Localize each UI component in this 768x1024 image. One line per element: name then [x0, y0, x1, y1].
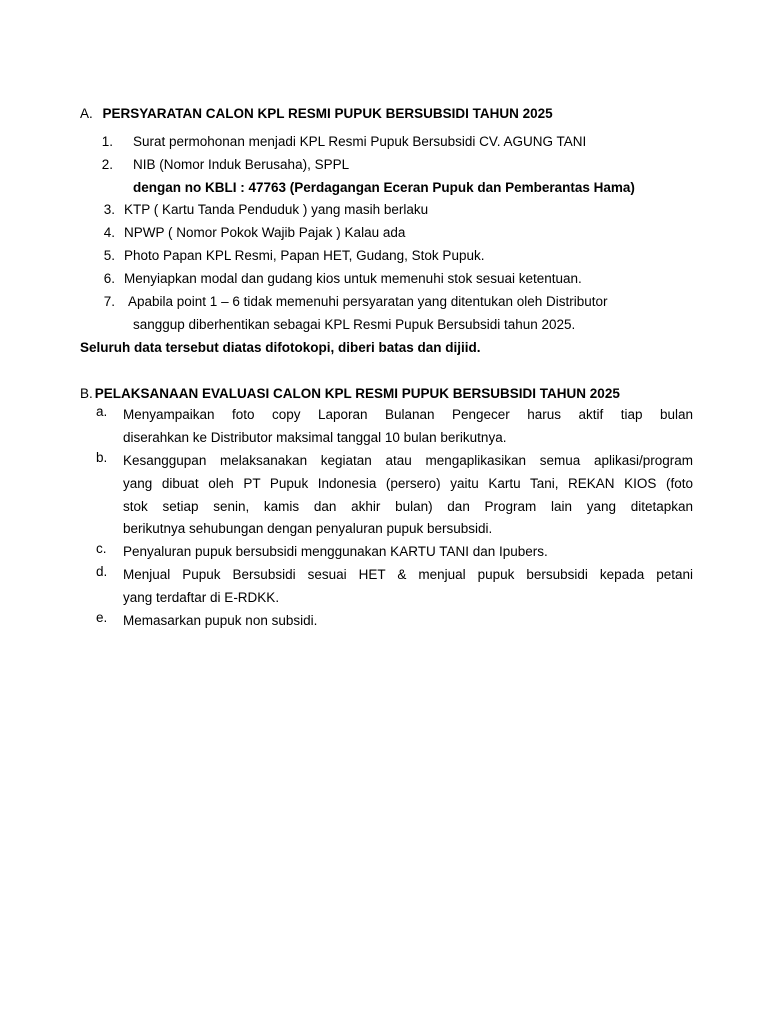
- evaluation-line: Menyampaikan foto copy Laporan Bulanan Pengecer harus aktif tiap bulan: [123, 407, 693, 422]
- requirement-number: 5.: [103, 248, 115, 263]
- requirement-item-7-continuation: sanggup diberhentikan sebagai KPL Resmi Pupuk Bersubsidi tahun 2025.: [133, 317, 576, 332]
- section-a-heading: [80, 104, 553, 124]
- requirement-number: 1.: [101, 134, 113, 149]
- evaluation-marker: a.: [96, 404, 108, 419]
- evaluation-line: Penyaluran pupuk bersubsidi menggunakan KARTU TANI dan Ipubers.: [123, 544, 548, 559]
- evaluation-text: [123, 541, 693, 564]
- evaluation-line: Menjual Pupuk Bersubsidi sesuai HET & menjual pupuk bersubsidi kepada petani: [123, 567, 693, 582]
- requirement-number: 2.: [101, 157, 113, 172]
- requirement-item-1: [0, 134, 768, 154]
- evaluation-text: [123, 450, 693, 541]
- evaluation-line: yang terdaftar di E-RDKK.: [123, 589, 280, 605]
- requirement-item-5: [0, 248, 768, 268]
- requirement-text: KTP ( Kartu Tanda Penduduk ) yang masih berlaku: [124, 202, 429, 217]
- section-b-marker: B.: [80, 386, 93, 401]
- requirement-text: Photo Papan KPL Resmi, Papan HET, Gudang, Stok Pupuk.: [124, 248, 485, 263]
- evaluation-text: [123, 404, 693, 450]
- requirement-item-7: [0, 294, 768, 314]
- requirement-item-4: [0, 225, 768, 245]
- kbli-note: dengan no KBLI : 47763 (Perdagangan Eceran Pupuk dan Pemberantas Hama): [133, 180, 635, 195]
- photocopy-note: Seluruh data tersebut diatas difotokopi, diberi batas dan dijiid.: [80, 340, 481, 355]
- evaluation-line: Kesanggupan melaksanakan kegiatan atau mengaplikasikan semua aplikasi/program: [123, 453, 693, 468]
- evaluation-text: [123, 610, 693, 633]
- requirement-text: Menyiapkan modal dan gudang kios untuk memenuhi stok sesuai ketentuan.: [124, 271, 582, 286]
- evaluation-marker: c.: [96, 541, 107, 556]
- requirement-item-3: [0, 202, 768, 222]
- evaluation-marker: d.: [96, 564, 108, 579]
- requirement-number: 3.: [103, 202, 115, 217]
- requirement-item-2: [0, 157, 768, 177]
- requirement-text: Apabila point 1 – 6 tidak memenuhi persyaratan yang ditentukan oleh Distributor: [128, 294, 608, 309]
- requirement-number: 6.: [103, 271, 115, 286]
- section-a-marker: A.: [80, 106, 93, 121]
- evaluation-marker: e.: [96, 610, 108, 625]
- requirement-item-6: [0, 271, 768, 291]
- requirement-number: 4.: [103, 225, 115, 240]
- section-b-title: PELAKSANAAN EVALUASI CALON KPL RESMI PUPUK BERSUBSIDI TAHUN 2025: [94, 386, 620, 401]
- requirement-text: NPWP ( Nomor Pokok Wajib Pajak ) Kalau ada: [124, 225, 406, 240]
- evaluation-line: Memasarkan pupuk non subsidi.: [123, 613, 318, 628]
- evaluation-line: berikutnya sehubungan dengan penyaluran pupuk bersubsidi.: [123, 521, 493, 537]
- requirement-text: NIB (Nomor Induk Berusaha), SPPL: [133, 157, 350, 172]
- evaluation-line: yang dibuat oleh PT Pupuk Indonesia (persero) yaitu Kartu Tani, REKAN KIOS (foto: [123, 475, 693, 491]
- evaluation-text: [123, 564, 693, 610]
- evaluation-line: stok setiap senin, kamis dan akhir bulan) dan Program lain yang ditetapkan: [123, 498, 693, 514]
- section-b-heading: [80, 384, 620, 404]
- requirement-text: Surat permohonan menjadi KPL Resmi Pupuk Bersubsidi CV. AGUNG TANI: [133, 134, 587, 149]
- section-a-title: PERSYARATAN CALON KPL RESMI PUPUK BERSUBSIDI TAHUN 2025: [102, 106, 553, 121]
- evaluation-marker: b.: [96, 450, 108, 465]
- evaluation-line: diserahkan ke Distributor maksimal tanggal 10 bulan berikutnya.: [123, 429, 507, 445]
- requirement-number: 7.: [103, 294, 115, 309]
